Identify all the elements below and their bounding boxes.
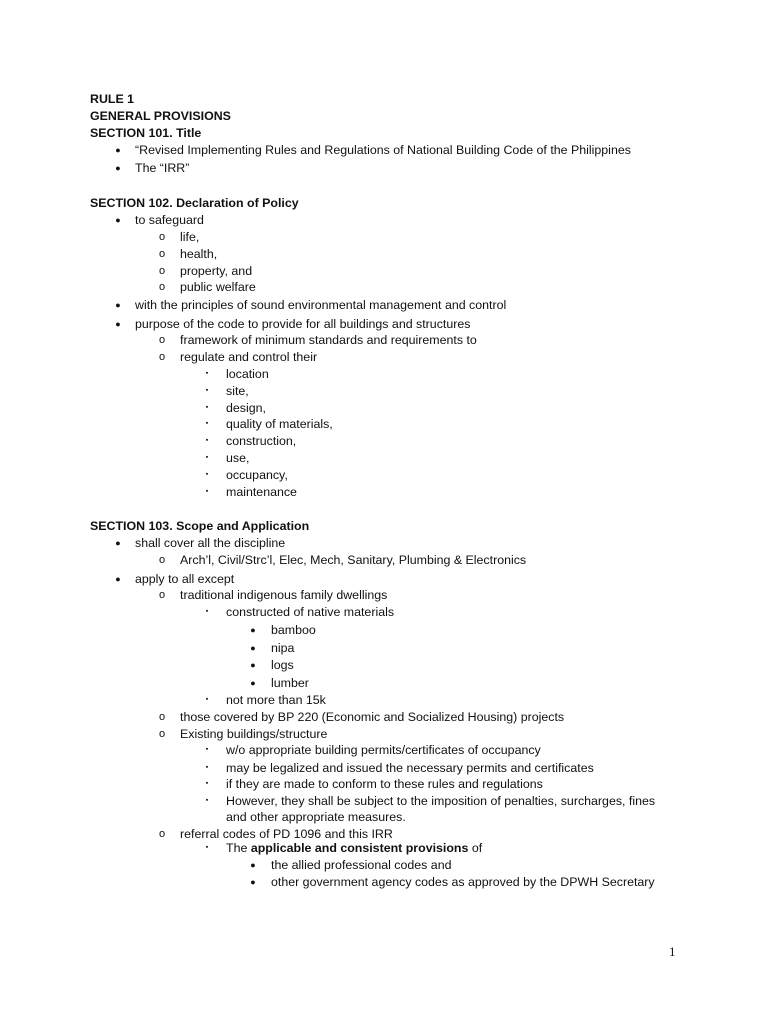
section-101-heading: SECTION 101. Title: [90, 126, 202, 140]
list-item: referral codes of PD 1096 and this IRR: [180, 827, 393, 841]
bullet-dot: ●: [115, 538, 121, 548]
list-item: Arch’l, Civil/Strc’l, Elec, Mech, Sanitary, Plumbing & Electronics: [180, 553, 527, 567]
section-103-heading: SECTION 103. Scope and Application: [90, 519, 310, 533]
list-item: Existing buildings/structure: [180, 727, 328, 741]
bullet-square: ▪: [205, 387, 209, 394]
bullet-square: ▪: [205, 764, 209, 771]
bullet-dot: ●: [115, 215, 121, 225]
bullet-square: ▪: [205, 420, 209, 427]
bullet-dot: ●: [250, 660, 256, 670]
bullet-square: ▪: [205, 797, 209, 804]
bullet-circle: o: [158, 265, 166, 277]
bullet-circle: o: [158, 589, 166, 601]
list-item: with the principles of sound environmental management and control: [135, 298, 507, 312]
bullet-dot: ●: [115, 300, 121, 310]
list-item: maintenance: [226, 485, 297, 499]
list-item: The “IRR”: [135, 161, 190, 175]
list-item: location: [226, 367, 269, 381]
bullet-dot: ●: [115, 319, 121, 329]
list-item: other government agency codes as approved by the DPWH Secretary: [271, 875, 655, 889]
list-item: life,: [180, 230, 200, 244]
bullet-square: ▪: [205, 437, 209, 444]
bullet-dot: ●: [250, 643, 256, 653]
bullet-square: ▪: [205, 454, 209, 461]
list-item: health,: [180, 247, 218, 261]
bullet-square: ▪: [205, 746, 209, 753]
list-item: not more than 15k: [226, 693, 326, 707]
list-item: [226, 840, 482, 856]
list-item: if they are made to conform to these rules and regulations: [226, 777, 543, 791]
section-102-heading: SECTION 102. Declaration of Policy: [90, 196, 299, 210]
the-text: The: [226, 841, 248, 855]
list-item: site,: [226, 384, 249, 398]
bullet-circle: o: [158, 554, 166, 566]
bullet-dot: ●: [250, 625, 256, 635]
list-item: quality of materials,: [226, 417, 333, 431]
bullet-square: ▪: [205, 608, 209, 615]
bullet-square: ▪: [205, 488, 209, 495]
list-item: regulate and control their: [180, 350, 318, 364]
page-number: 1: [669, 944, 676, 959]
bullet-circle: o: [158, 728, 166, 740]
bullet-square: ▪: [205, 696, 209, 703]
list-item: traditional indigenous family dwellings: [180, 588, 388, 602]
bullet-circle: o: [158, 281, 166, 293]
list-item: lumber: [271, 676, 309, 690]
list-item: construction,: [226, 434, 297, 448]
applicable-provisions-bold: applicable and consistent provisions: [250, 841, 469, 855]
list-item: framework of minimum standards and requirements to: [180, 333, 477, 347]
general-provisions-heading: GENERAL PROVISIONS: [90, 109, 231, 123]
rule-heading: RULE 1: [90, 92, 135, 106]
list-item: public welfare: [180, 280, 256, 294]
list-item: “Revised Implementing Rules and Regulations of National Building Code of the Philippines: [135, 143, 631, 157]
bullet-square: ▪: [205, 844, 209, 851]
list-item: those covered by BP 220 (Economic and Socialized Housing) projects: [180, 710, 565, 724]
bullet-dot: ●: [250, 860, 256, 870]
list-item: use,: [226, 451, 250, 465]
list-item: nipa: [271, 641, 295, 655]
bullet-dot: ●: [250, 678, 256, 688]
bullet-circle: o: [158, 334, 166, 346]
list-item: design,: [226, 401, 266, 415]
bullet-dot: ●: [115, 163, 121, 173]
bullet-circle: o: [158, 248, 166, 260]
list-item: to safeguard: [135, 213, 204, 227]
list-item: constructed of native materials: [226, 605, 395, 619]
list-item: property, and: [180, 264, 253, 278]
list-item: shall cover all the discipline: [135, 536, 286, 550]
bullet-circle: o: [158, 351, 166, 363]
list-item: apply to all except: [135, 572, 235, 586]
bullet-dot: ●: [115, 574, 121, 584]
list-item: the allied professional codes and: [271, 858, 452, 872]
bullet-circle: o: [158, 828, 166, 840]
of-text: of: [471, 841, 483, 855]
list-item: may be legalized and issued the necessary permits and certificates: [226, 761, 594, 775]
list-item-continuation: and other appropriate measures.: [226, 810, 406, 824]
list-item: bamboo: [271, 623, 316, 637]
bullet-dot: ●: [115, 145, 121, 155]
bullet-square: ▪: [205, 370, 209, 377]
bullet-circle: o: [158, 231, 166, 243]
bullet-square: ▪: [205, 780, 209, 787]
bullet-circle: o: [158, 711, 166, 723]
bullet-square: ▪: [205, 404, 209, 411]
list-item: occupancy,: [226, 468, 288, 482]
list-item: However, they shall be subject to the imposition of penalties, surcharges, fines: [226, 794, 656, 808]
bullet-dot: ●: [250, 877, 256, 887]
list-item: logs: [271, 658, 294, 672]
bullet-square: ▪: [205, 471, 209, 478]
list-item: w/o appropriate building permits/certificates of occupancy: [226, 743, 541, 757]
list-item: purpose of the code to provide for all buildings and structures: [135, 317, 471, 331]
